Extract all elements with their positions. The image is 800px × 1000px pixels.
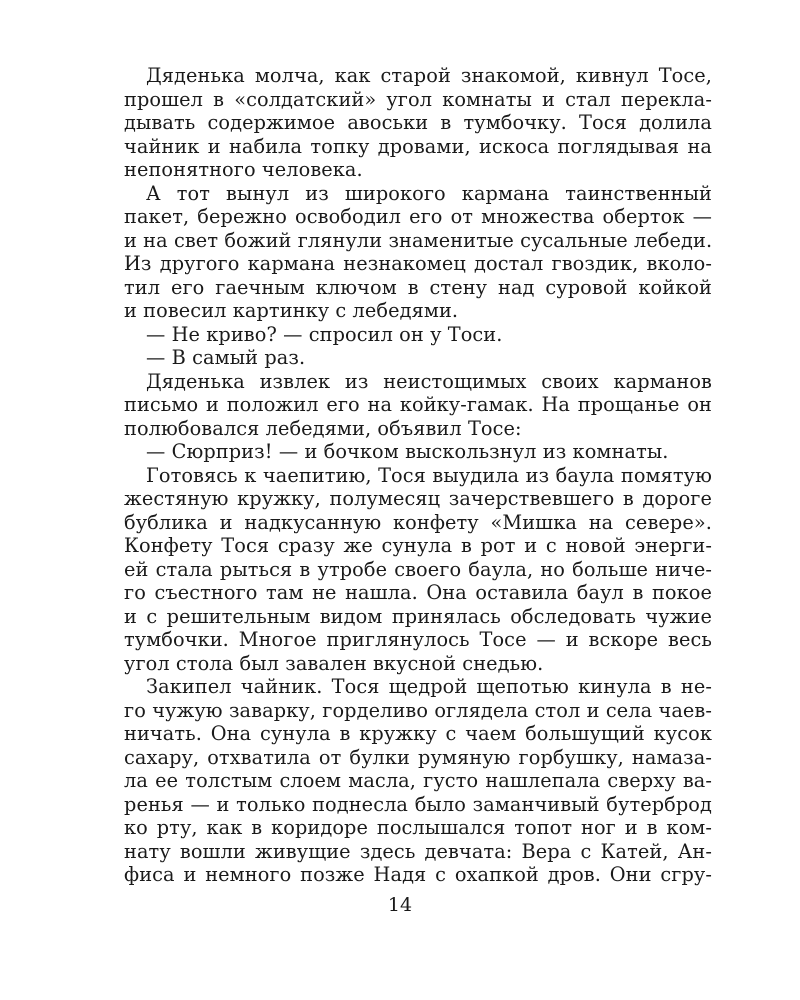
text-line: прошел в «солдатский» угол комнаты и стал перекла- [124, 87, 712, 111]
text-line: тумбочки. Многое приглянулось Тосе — и вскоре весь [124, 628, 712, 651]
text-line: ей стала рыться в утробе своего баула, но больше ниче- [124, 557, 712, 581]
text-line: и повесил картинку с лебедями. [124, 299, 459, 322]
text-line: го чужую заварку, горделиво оглядела стол и села чаев- [124, 698, 712, 722]
text-line: — В самый раз. [146, 346, 306, 369]
text-line: нату вошли живущие здесь девчата: Вера с Катей, Ан- [124, 839, 712, 863]
text-line: — Сюрприз! — и бочком выскользнул из комнаты. [146, 440, 669, 463]
text-line: Закипел чайник. Тося щедрой щепотью кинула в не- [146, 675, 712, 698]
text-line: Конфету Тося сразу же сунула в рот и с новой энерги- [124, 534, 712, 557]
text-line: Готовясь к чаепитию, Тося выудила из баула помятую [146, 463, 712, 487]
text-line: полюбовался лебедями, объявил Тосе: [124, 416, 522, 440]
body-text [124, 64, 712, 887]
text-line: и с решительным видом принялась обследовать чужие [124, 604, 712, 628]
text-line: бублика и надкусанную конфету «Мишка на севере». [124, 510, 712, 534]
text-line: фиса и немного позже Надя с охапкой дров. Они сгру- [124, 863, 712, 886]
text-line: сахару, отхватила от булки румяную горбушку, намаза- [124, 745, 712, 769]
text-line: угол стола был завален вкусной снедью. [124, 651, 544, 675]
text-line: А тот вынул из широкого кармана таинственный [146, 181, 712, 205]
text-line: жестяную кружку, полумесяц зачерствевшего в дороге [124, 487, 712, 510]
text-line: ничать. Она сунула в кружку с чаем большущий кусок [124, 722, 712, 745]
text-line: пакет, бережно освободил его от множества оберток — [124, 205, 712, 228]
page-number: 14 [387, 894, 413, 916]
text-line: чайник и набила топку дровами, искоса поглядывая на [124, 134, 712, 158]
text-line: непонятного человека. [124, 158, 363, 181]
text-line: Дяденька извлек из неистощимых своих карманов [146, 369, 712, 393]
text-line: письмо и положил его на койку-гамак. На прощанье он [124, 393, 712, 416]
text-line: Дяденька молча, как старой знакомой, кивнул Тосе, [146, 64, 712, 87]
text-line: ко рту, как в коридоре послышался топот ног и в ком- [124, 816, 712, 839]
text-line: го съестного там не нашла. Она оставила баул в покое [124, 581, 712, 604]
text-line: — Не криво? — спросил он у Тоси. [146, 322, 503, 346]
text-line: и на свет божий глянули знаменитые сусальные лебеди. [124, 228, 713, 252]
text-line: Из другого кармана незнакомец достал гвоздик, вколо- [124, 252, 712, 275]
text-line: тил его гаечным ключом в стену над суровой койкой [124, 275, 712, 299]
text-line: ла ее толстым слоем масла, густо нашлепала сверху ва- [124, 769, 712, 792]
text-line: дывать содержимое авоськи в тумбочку. Тося долила [124, 111, 712, 134]
text-line: ренья — и только поднесла было заманчивый бутерброд [124, 792, 712, 816]
